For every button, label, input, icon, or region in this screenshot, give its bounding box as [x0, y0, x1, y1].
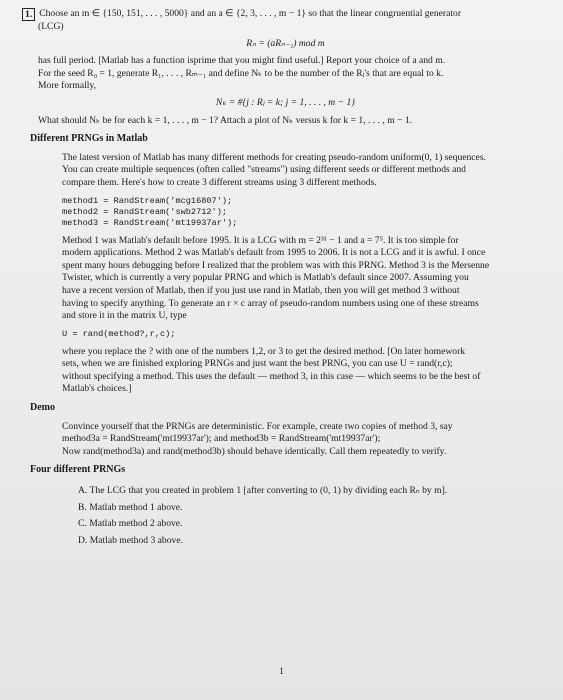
demo-paragraph — [62, 421, 541, 459]
section-title-four-prngs: Four different PRNGs — [30, 464, 126, 476]
problem-line2: (LCG) — [38, 21, 64, 32]
code-block — [62, 196, 549, 229]
problem-para-line: For the seed R₀ = 1, generate R₁, . . . , Rₘ₋₁ and define Nₖ to be the number of the Rⱼ's that are equal to k. — [38, 67, 444, 79]
problem-para-line: More formally, — [38, 80, 96, 92]
code-line: method3 = RandStream('mt19937ar'); — [62, 217, 238, 228]
rand-code: U = rand(method?,r,c); — [62, 328, 176, 339]
prngs-methods — [62, 235, 541, 323]
page-number: 1 — [279, 666, 284, 677]
prngs-methods-line: have a recent version of Matlab, then if you just use rand in Matlab, then you will get method 3 without — [62, 284, 460, 296]
section-title-prngs: Different PRNGs in Matlab — [30, 133, 148, 145]
prngs-usage-line: sets, when we are finished exploring PRNGs and just want the best PRNG, you can use U = rand(r,c); — [62, 358, 453, 370]
prngs-methods-line: spent many hours debugging before I realized that the problem was with this PRNG. Method 3 is the Mersenne — [62, 259, 490, 271]
prngs-intro-line: You can create multiple sequences (often called "streams") using different seeds or different methods and — [62, 164, 466, 176]
prngs-usage-line: Matlab's choices.] — [62, 383, 132, 395]
list-item: D. Matlab method 3 above. — [78, 534, 183, 546]
prngs-intro-line: The latest version of Matlab has many different methods for creating pseudo-random uniform(0, 1) sequences. — [62, 151, 486, 163]
list-item: B. Matlab method 1 above. — [78, 501, 183, 513]
code-line: method1 = RandStream('mcg16807'); — [62, 195, 233, 206]
demo-line: method3a = RandStream('mt19937ar'); and method3b = RandStream('mt19937ar'); — [62, 433, 381, 445]
list-item: A. The LCG that you created in problem 1 [after converting to (0, 1) by dividing each Rₙ by m]. — [78, 485, 448, 497]
section-title-demo: Demo — [30, 402, 55, 414]
prngs-methods-line: and store it in the matrix U, type — [62, 310, 187, 322]
prngs-intro-line: compare them. Here's how to create 3 different streams using 3 different methods. — [62, 176, 377, 188]
prngs-methods-line: modern applications. Method 2 was Matlab's default from 1995 to 2006. It is not a LCG and it is awful. I once — [62, 247, 486, 259]
demo-line: Convince yourself that the PRNGs are deterministic. For example, create two copies of method 3, say — [62, 420, 453, 432]
prngs-usage-line: without specifying a method. This uses the default — method 3, in this case — which seems to be the best of — [62, 370, 481, 382]
problem-paragraph — [22, 55, 549, 93]
count-equation: Nₖ = #{j : Rⱼ = k; j = 1, . . . , m − 1} — [215, 96, 356, 108]
prng-list — [78, 485, 549, 547]
prngs-intro — [62, 152, 541, 190]
list-item: C. Matlab method 2 above. — [78, 518, 183, 530]
problem-para-line: has full period. [Matlab has a function isprime that you might find useful.] Report your choice of a and m. — [38, 55, 446, 67]
lcg-equation: Rₙ = (aRₙ₋₁) mod m — [246, 37, 325, 49]
prngs-methods-line: Twister, which is currently a very popular PRNG and which is Matlab's default since 2007. Assuming you — [62, 272, 469, 284]
prngs-methods-line: Method 1 was Matlab's default before 1995. It is a LCG with m = 2³¹ − 1 and a = 7⁵. It is too simple for — [62, 234, 459, 246]
prngs-usage — [62, 346, 541, 396]
prngs-methods-line: having to specify anything. To generate an r × c array of pseudo-random numbers using one of these streams — [62, 297, 479, 309]
problem-number: 1. — [22, 8, 35, 21]
problem-question: What should Nₖ be for each k = 1, . . . , m − 1? Attach a plot of Nₖ versus k for k = 1, . . . , m − 1. — [38, 114, 413, 126]
prngs-usage-line: where you replace the ? with one of the numbers 1,2, or 3 to get the desired method. [On later homework — [62, 345, 466, 357]
code-line: method2 = RandStream('swb2712'); — [62, 206, 228, 217]
demo-line: Now rand(method3a) and rand(method3b) should behave identically. Call them repeatedly to verify. — [62, 445, 447, 457]
problem-header — [22, 8, 549, 21]
problem-line1: Choose an m ∈ {150, 151, . . . , 5000} and an a ∈ {2, 3, . . . , m − 1} so that the linear congruential generator — [39, 8, 462, 19]
